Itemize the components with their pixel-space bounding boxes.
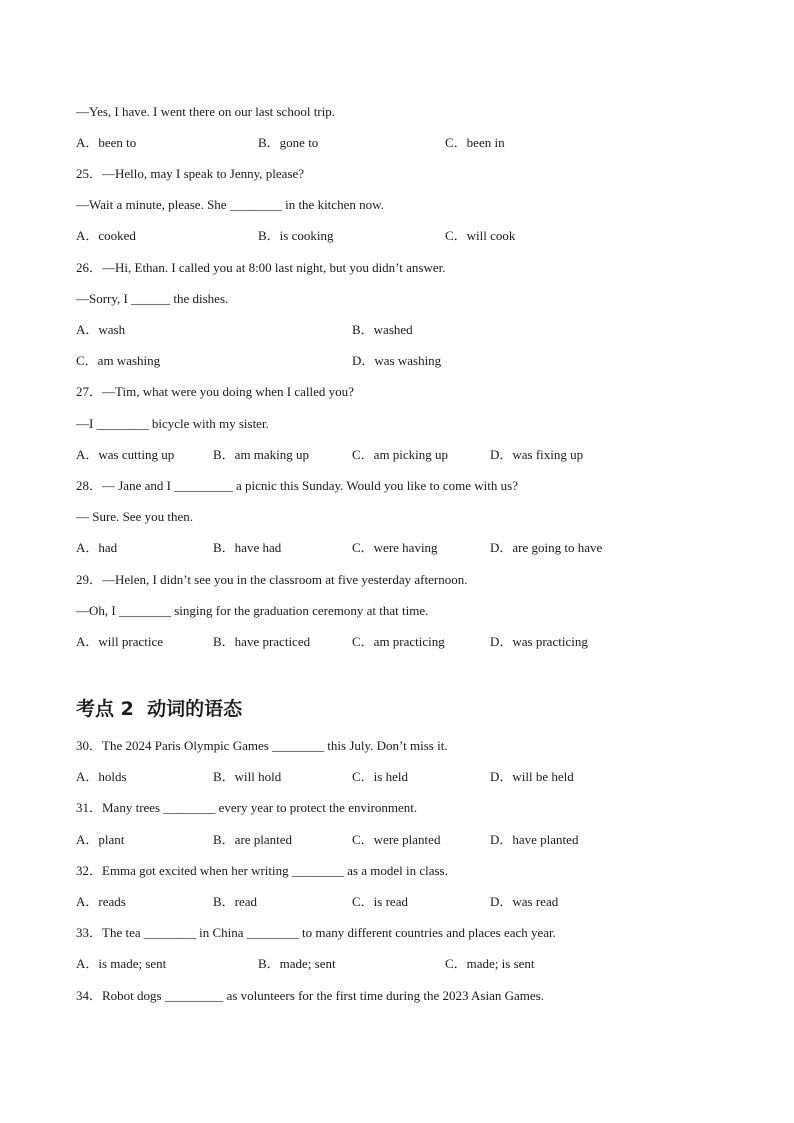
- q25-option-a: A．cooked: [76, 228, 136, 243]
- q29-option-a: A．will practice: [76, 634, 163, 649]
- q27-option-c: C．am picking up: [352, 447, 449, 462]
- q26-option-a: A．wash: [76, 322, 126, 337]
- q34-question: 34．Robot dogs _________ as volunteers for the first time during the 2023 Asian Games.: [76, 988, 544, 1003]
- q29-option-b: B．have practiced: [213, 634, 311, 649]
- q26-options-row2: [76, 353, 716, 369]
- q30-question: 30．The 2024 Paris Olympic Games ________ this July. Don’t miss it.: [76, 738, 448, 753]
- q27-question: 27．—Tim, what were you doing when I called you?: [76, 384, 354, 399]
- q25-option-c: C．will cook: [445, 228, 516, 243]
- q31-option-d: D．have planted: [490, 832, 579, 847]
- q30-options: [76, 769, 716, 785]
- q26-option-d: D．was washing: [352, 353, 442, 368]
- q31-option-b: B．are planted: [213, 832, 293, 847]
- q28-option-b: B．have had: [213, 540, 282, 555]
- q28-option-c: C．were having: [352, 540, 438, 555]
- q25-options: [76, 228, 716, 244]
- q28-option-d: D．are going to have: [490, 540, 603, 555]
- q32-options: [76, 894, 716, 910]
- q31-option-a: A．plant: [76, 832, 125, 847]
- q30-option-c: C．is held: [352, 769, 408, 784]
- q26-answer-line: —Sorry, I ______ the dishes.: [76, 291, 229, 306]
- q27-option-d: D．was fixing up: [490, 447, 584, 462]
- q26-option-b: B．washed: [352, 322, 413, 337]
- q31-question: 31．Many trees ________ every year to protect the environment.: [76, 800, 418, 815]
- q33-option-b: B．made; sent: [258, 956, 336, 971]
- q27-answer-line: —I ________ bicycle with my sister.: [76, 416, 269, 431]
- q30-option-a: A．holds: [76, 769, 127, 784]
- q29-option-d: D．was practicing: [490, 634, 588, 649]
- q26-options-row1: [76, 322, 716, 338]
- q27-options: [76, 447, 716, 463]
- q27-option-a: A．was cutting up: [76, 447, 175, 462]
- q30-option-d: D．will be held: [490, 769, 574, 784]
- q29-question: 29．—Helen, I didn’t see you in the classroom at five yesterday afternoon.: [76, 572, 468, 587]
- section-heading: 考点 2 动词的语态: [76, 698, 243, 720]
- q24-options: [76, 135, 716, 151]
- q30-option-b: B．will hold: [213, 769, 282, 784]
- q24-option-a: A．been to: [76, 135, 137, 150]
- q31-options: [76, 832, 716, 848]
- q33-option-a: A．is made; sent: [76, 956, 167, 971]
- q32-option-c: C．is read: [352, 894, 408, 909]
- q33-question: 33．The tea ________ in China ________ to many different countries and places each year.: [76, 925, 556, 940]
- q26-option-c: C．am washing: [76, 353, 161, 368]
- q29-answer-line: —Oh, I ________ singing for the graduation ceremony at that time.: [76, 603, 429, 618]
- q32-option-a: A．reads: [76, 894, 126, 909]
- q27-option-b: B．am making up: [213, 447, 310, 462]
- q25-answer-line: —Wait a minute, please. She ________ in the kitchen now.: [76, 197, 384, 212]
- q24-option-c: C．been in: [445, 135, 505, 150]
- q31-option-c: C．were planted: [352, 832, 441, 847]
- q28-option-a: A．had: [76, 540, 118, 555]
- q33-option-c: C．made; is sent: [445, 956, 535, 971]
- q28-question: 28．— Jane and I _________ a picnic this Sunday. Would you like to come with us?: [76, 478, 518, 493]
- q32-option-d: D．was read: [490, 894, 559, 909]
- q28-answer-line: — Sure. See you then.: [76, 509, 193, 524]
- q24-answer-line: —Yes, I have. I went there on our last school trip.: [76, 104, 335, 119]
- q29-options: [76, 634, 716, 650]
- q32-option-b: B．read: [213, 894, 258, 909]
- q28-options: [76, 540, 716, 556]
- q26-question: 26．—Hi, Ethan. I called you at 8:00 last night, but you didn’t answer.: [76, 260, 446, 275]
- q25-option-b: B．is cooking: [258, 228, 334, 243]
- q33-options: [76, 956, 716, 972]
- q25-question: 25．—Hello, may I speak to Jenny, please?: [76, 166, 305, 181]
- q24-option-b: B．gone to: [258, 135, 319, 150]
- q32-question: 32．Emma got excited when her writing ________ as a model in class.: [76, 863, 448, 878]
- q29-option-c: C．am practicing: [352, 634, 445, 649]
